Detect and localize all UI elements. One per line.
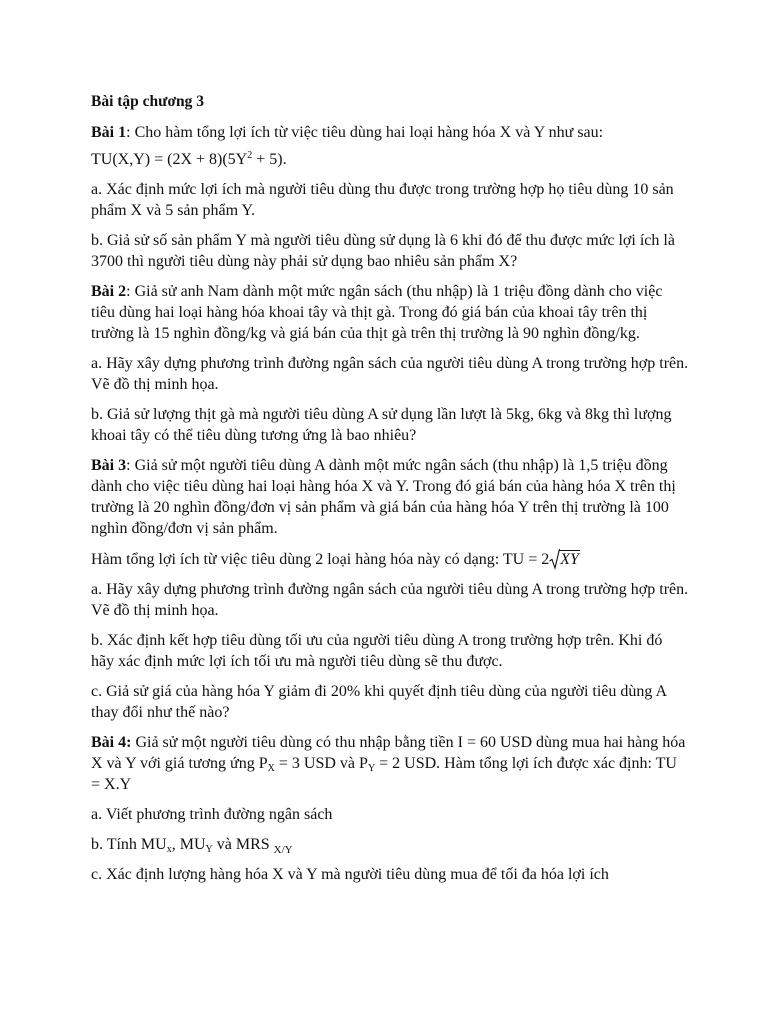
subscript: x: [166, 844, 172, 855]
exercise-2-question-a: a. Hãy xây dựng phương trình đường ngân sách của người tiêu dùng A trong trường hợp trên. Vẽ đồ thị minh họa.: [91, 355, 689, 393]
text-part: Giả sử một người tiêu dùng có thu nhập bằng tiền I = 60 USD dùng mua hai hàng hóa X và Y với giá tương ứng P: [91, 734, 686, 772]
exercise-3-question-a: a. Hãy xây dựng phương trình đường ngân sách của người tiêu dùng A trong trường hợp trên. Vẽ đồ thị minh họa.: [91, 581, 689, 619]
subscript: X: [267, 763, 275, 774]
exercise-1-intro: [91, 122, 689, 143]
subscript: Y: [205, 844, 213, 855]
exercise-4-label: Bài 4:: [91, 734, 132, 751]
formula-part: Hàm tổng lợi ích từ việc tiêu dùng 2 loại hàng hóa này có dạng: TU = 2: [91, 551, 550, 568]
document-title: Bài tập chương 3: [91, 93, 205, 110]
exercise-1-formula: [91, 149, 689, 170]
exercise-1-intro-text: : Cho hàm tổng lợi ích từ việc tiêu dùng hai loại hàng hóa X và Y như sau:: [126, 124, 604, 141]
subscript: Y: [367, 763, 376, 774]
exercise-4-question-b: [91, 834, 689, 855]
exercise-3-question-b: b. Xác định kết hợp tiêu dùng tối ưu của người tiêu dùng A trong trường hợp trên. Khi đó hãy xác định mức lợi ích tối ưu mà người tiêu dùng sẽ thu được.: [91, 632, 663, 670]
exercise-3-label: Bài 3: [91, 457, 127, 474]
text-part: , MU: [171, 836, 206, 853]
exercise-2-question-b: b. Giả sử lượng thịt gà mà người tiêu dùng A sử dụng lần lượt là 5kg, 6kg và 8kg thì lượng khoai tây có thể tiêu dùng tương ứng là bao nhiêu?: [91, 406, 672, 444]
square-root: [549, 548, 580, 570]
text-part: = 2 USD. Hàm tổng lợi ích được xác định: TU = X.Y: [91, 755, 677, 793]
exercise-1-question-a: a. Xác định mức lợi ích mà người tiêu dùng thu được trong trường hợp họ tiêu dùng 10 sản phẩm X và 5 sản phẩm Y.: [91, 181, 674, 219]
formula-exponent: 2: [247, 150, 253, 161]
exercise-4-question-c: c. Xác định lượng hàng hóa X và Y mà người tiêu dùng mua để tối đa hóa lợi ích: [91, 866, 609, 883]
radicand: XY: [560, 551, 579, 568]
text-part: và MRS: [212, 836, 274, 853]
exercise-1-question-b: b. Giả sử số sản phẩm Y mà người tiêu dùng sử dụng là 6 khi đó để thu được mức lợi ích là 3700 thì người tiêu dùng này phải sử dụng bao nhiêu sản phẩm X?: [91, 232, 675, 270]
text-part: = 3 USD và P: [274, 755, 368, 772]
exercise-4-question-a: a. Viết phương trình đường ngân sách: [91, 806, 333, 823]
exercise-3-intro: [91, 455, 689, 539]
formula-part: + 5).: [252, 151, 287, 168]
subscript: X/Y: [273, 844, 293, 856]
formula-part: TU(X,Y) = (2X + 8)(5Y: [91, 151, 248, 168]
exercise-4-intro: [91, 732, 689, 795]
exercise-3-utility-function: [91, 548, 689, 570]
document-page: [91, 92, 689, 894]
text-part: b. Tính MU: [91, 836, 167, 853]
exercise-2-intro-text: : Giả sử anh Nam dành một mức ngân sách (thu nhập) là 1 triệu đồng dành cho việc tiêu dùng hai loại hàng hóa khoai tây và thịt gà. Trong đó giá bán của khoai tây trên thị trường là 15 nghìn đồng/kg và giá bán của thịt gà trên thị trường là 90 nghìn đồng/kg.: [91, 283, 663, 342]
exercise-3-question-c: c. Giả sử giá của hàng hóa Y giảm đi 20% khi quyết định tiêu dùng của người tiêu dùng A thay đổi như thế nào?: [91, 683, 667, 721]
exercise-3-intro-text: : Giả sử một người tiêu dùng A dành một mức ngân sách (thu nhập) là 1,5 triệu đồng dành cho việc tiêu dùng hai loại hàng hóa X và Y. Trong đó giá bán của hàng hóa X trên thị trường là 20 nghìn đồng/đơn vị sản phẩm và giá bán của hàng hóa Y trên thị trường là 100 nghìn đồng/đơn vị sản phẩm.: [91, 457, 676, 537]
exercise-2-intro: [91, 281, 689, 344]
exercise-1-label: Bài 1: [91, 124, 127, 141]
exercise-2-label: Bài 2: [91, 283, 127, 300]
